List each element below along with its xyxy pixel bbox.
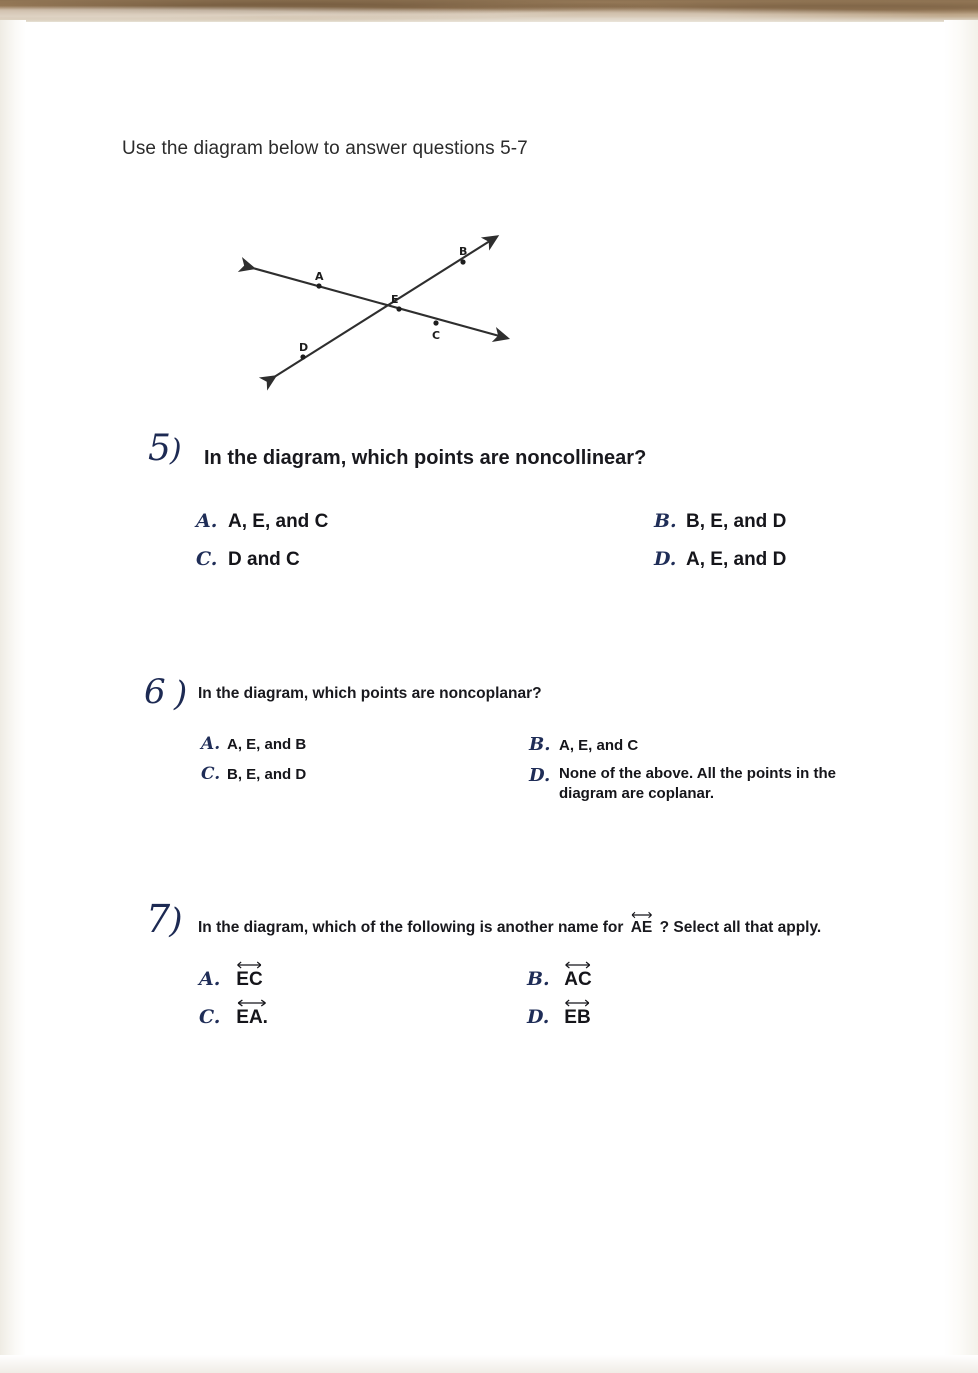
- line-name-text: EA.: [236, 1007, 268, 1028]
- choice-letter: A.: [199, 968, 221, 990]
- question-7-stem: [198, 917, 821, 937]
- worksheet-sheet: [26, 22, 944, 1355]
- double-arrow-icon: [234, 998, 270, 1007]
- choice-text: None of the above. All the points in the diagram are coplanar.: [559, 765, 836, 803]
- choice-letter: C.: [199, 1006, 221, 1028]
- question-7-stem-before: In the diagram, which of the following is another name for: [198, 919, 624, 936]
- choice-text: A, E, and D: [686, 549, 787, 570]
- choice-7-a[interactable]: [199, 967, 263, 991]
- question-5-stem: In the diagram, which points are noncollinear?: [204, 447, 647, 469]
- choice-letter: D.: [527, 1006, 550, 1028]
- scan-left-edge-artifact: [0, 20, 26, 1373]
- question-5-number: 5): [148, 428, 181, 469]
- choice-letter: C.: [196, 548, 218, 570]
- line-name-text: EC: [236, 969, 263, 990]
- question-6-stem: In the diagram, which points are noncoplanar?: [198, 685, 542, 702]
- double-arrow-icon: [562, 998, 592, 1007]
- line-notation-ac: [564, 967, 591, 991]
- line-notation-ae: [631, 917, 653, 937]
- choice-text: A, E, and C: [228, 511, 329, 532]
- scan-right-edge-artifact: [944, 20, 978, 1373]
- question-7-number: 7): [146, 897, 182, 941]
- choice-letter: C.: [201, 764, 221, 784]
- line-name-text: AC: [564, 969, 592, 990]
- double-arrow-icon: [629, 910, 655, 919]
- svg-text:E: E: [391, 293, 399, 306]
- svg-text:C: C: [432, 329, 441, 342]
- choice-letter: A.: [201, 734, 221, 754]
- scan-top-edge-artifact: [0, 0, 978, 22]
- choice-letter: B.: [529, 734, 551, 755]
- choice-7-b[interactable]: [527, 967, 592, 991]
- line-notation-eb: [564, 1005, 590, 1029]
- svg-text:A: A: [315, 270, 324, 283]
- double-arrow-icon: [562, 960, 593, 969]
- choice-text: B, E, and D: [686, 511, 787, 532]
- choice-letter: B.: [654, 510, 677, 532]
- question-6-paren: ): [174, 674, 187, 714]
- choice-6-b[interactable]: [529, 734, 638, 755]
- choice-text: A, E, and B: [227, 736, 307, 753]
- choice-5-d[interactable]: [654, 548, 786, 571]
- choice-7-d[interactable]: [527, 1005, 591, 1029]
- choice-text: B, E, and D: [227, 766, 307, 783]
- scan-bottom-edge-artifact: [0, 1355, 978, 1373]
- question-7-stem-after: ? Select all that apply.: [659, 919, 822, 936]
- line-notation-ea: [236, 1005, 268, 1029]
- line-notation-ec: [236, 967, 262, 991]
- question-6-number: 6: [144, 672, 165, 712]
- choice-5-a[interactable]: [196, 510, 328, 533]
- choice-letter: B.: [527, 968, 550, 990]
- choice-6-d[interactable]: [529, 764, 859, 805]
- svg-text:D: D: [299, 341, 309, 354]
- choice-5-c[interactable]: [196, 548, 300, 571]
- choice-5-b[interactable]: [654, 510, 786, 533]
- two-intersecting-lines-diagram: [231, 227, 521, 397]
- choice-text: D and C: [228, 549, 300, 570]
- choice-letter: D.: [529, 765, 551, 786]
- instruction-line: Use the diagram below to answer questions 5-7: [122, 138, 528, 159]
- line-name-text: AE: [630, 919, 653, 936]
- choice-text: A, E, and C: [559, 737, 639, 754]
- choice-letter: D.: [654, 548, 677, 570]
- choice-7-c[interactable]: [199, 1005, 268, 1029]
- svg-text:B: B: [459, 245, 468, 258]
- line-name-text: EB: [564, 1007, 591, 1028]
- choice-6-c[interactable]: [201, 764, 306, 784]
- double-arrow-icon: [234, 960, 264, 969]
- choice-6-a[interactable]: [201, 734, 306, 754]
- choice-letter: A.: [196, 510, 218, 532]
